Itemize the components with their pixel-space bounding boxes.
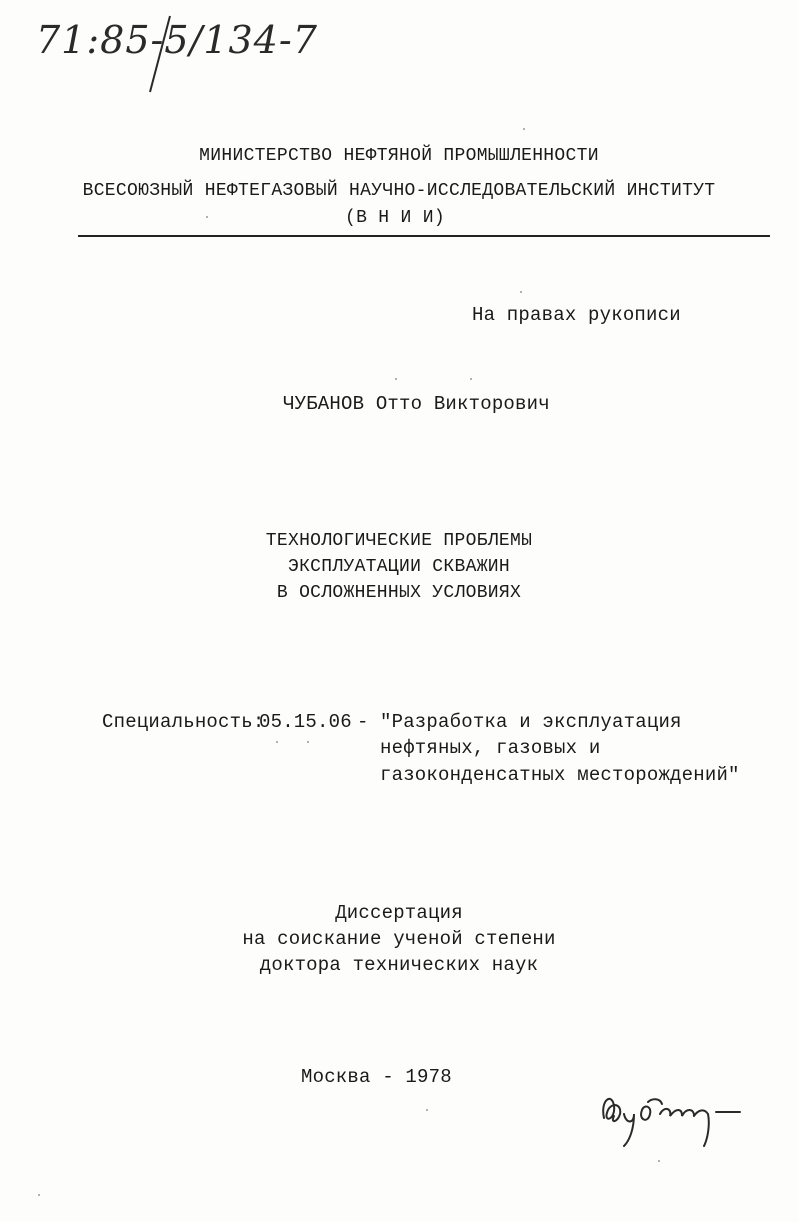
institute-abbreviation: (В Н И И) [345, 208, 445, 228]
title-line-2: ЭКСПЛУАТАЦИИ СКВАЖИН [287, 557, 511, 577]
scan-speck [38, 1194, 40, 1196]
signature-icon [590, 1080, 770, 1160]
specialty-name-line-1: "Разработка и эксплуатация [380, 711, 682, 733]
title-line-1: ТЕХНОЛОГИЧЕСКИЕ ПРОБЛЕМЫ [265, 531, 533, 551]
archive-number: 71:85-5/134-7 [36, 18, 318, 62]
scan-speck [520, 291, 522, 293]
specialty-label: Специальность: [102, 711, 265, 733]
author-name: ЧУБАНОВ Отто Викторович [283, 393, 550, 415]
header-divider [78, 235, 770, 237]
specialty-name-line-2: нефтяных, газовых и [380, 737, 601, 759]
scan-speck [523, 128, 525, 130]
place-year: Москва - 1978 [301, 1066, 452, 1088]
degree-line-1: Диссертация [335, 902, 463, 924]
scan-speck [426, 1109, 428, 1111]
specialty-name-line-3: газоконденсатных месторождений" [380, 764, 740, 786]
degree-line-2: на соискание ученой степени [242, 928, 556, 950]
scan-speck [206, 216, 208, 218]
institute-name: ВСЕСОЮЗНЫЙ НЕФТЕГАЗОВЫЙ НАУЧНО-ИССЛЕДОВАТЕЛЬСКИЙ ИНСТИТУТ [82, 181, 716, 201]
title-line-3: В ОСЛОЖНЕННЫХ УСЛОВИЯХ [276, 583, 522, 603]
specialty-code: 05.15.06 [259, 711, 352, 733]
scan-speck [276, 741, 278, 743]
rights-note: На правах рукописи [472, 304, 681, 326]
scan-speck [658, 1160, 660, 1162]
scan-speck [470, 378, 472, 380]
scan-speck [307, 741, 309, 743]
degree-line-3: доктора технических наук [259, 954, 539, 976]
specialty-dash: - [357, 711, 369, 733]
ministry-name: МИНИСТЕРСТВО НЕФТЯНОЙ ПРОМЫШЛЕННОСТИ [199, 146, 599, 166]
archive-number-slash-icon [140, 14, 180, 94]
scan-speck [395, 378, 397, 380]
